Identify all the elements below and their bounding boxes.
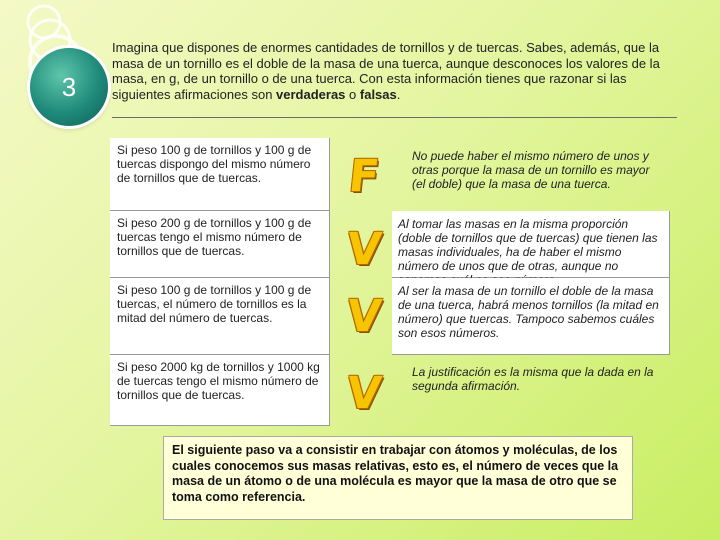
statement-row (110, 211, 678, 278)
statements-table (110, 138, 678, 426)
next-step-note: El siguiente paso va a consistir en trabajar con átomos y moléculas, de los cuales conocemos sus masas relativas, esto es, el número de veces que la masa de un átomo o de una molécula es mayor que la masa de otro que se toma como referencia. (163, 436, 633, 520)
slide-number: 3 (61, 71, 77, 102)
justification-text: No puede haber el mismo número de unos y otras porque la masa de un tornillo es mayor (el doble) que la masa de una tuerca. (412, 149, 650, 191)
statement-row (110, 138, 678, 211)
intro-paragraph (112, 40, 666, 102)
statement-row (110, 278, 678, 355)
divider (112, 117, 677, 118)
justification-text: La justificación es la misma que la dada en la segunda afirmación. (412, 365, 654, 393)
intro-text: Imagina que dispones de enormes cantidades de tornillos y de tuercas. Sabes, además, que la masa de un tornillo es el doble de la masa de una tuerca, aunque desconoces los valores de la masa, en g, de un tornillo o de una tuerca. Con esta información tienes que razonar si las siguientes afirmaciones son (112, 40, 660, 102)
verdict-mark: V (344, 291, 384, 342)
verdict-mark: V (344, 224, 384, 275)
statement-text: Si peso 2000 kg de tornillos y 1000 kg de tuercas tengo el mismo número de tornillos que de tuercas. (110, 355, 330, 426)
justification-text: Al ser la masa de un tornillo el doble de la masa de una tuerca, habrá menos tornillos (la mitad en número) que tuercas. Tampoco sabemos cuáles son esos números. (392, 278, 670, 355)
statement-text: Si peso 100 g de tornillos y 100 g de tuercas, el número de tornillos es la mitad del número de tuercas. (110, 278, 330, 355)
intro-false-word: falsas (359, 86, 397, 102)
verdict-mark: V (344, 368, 384, 419)
slide-number-badge (30, 48, 108, 126)
intro-true-word: verdaderas (276, 86, 346, 102)
statement-text: Si peso 100 g de tornillos y 100 g de tuercas dispongo del mismo número de tornillos que de tuercas. (110, 138, 330, 211)
verdict-mark: F (346, 151, 382, 202)
justification-text: Al tomar las masas en la misma proporción (doble de tornillos que de tuercas) que tienen las masas individuales, ha de haber el mismo número de unos que de otras, aunque no (392, 211, 670, 278)
intro-conjunction: o (345, 86, 360, 102)
intro-end: . (396, 86, 401, 102)
statement-row (110, 355, 678, 426)
statement-text: Si peso 200 g de tornillos y 100 g de tuercas tengo el mismo número de tornillos que de tuercas. (110, 211, 330, 278)
